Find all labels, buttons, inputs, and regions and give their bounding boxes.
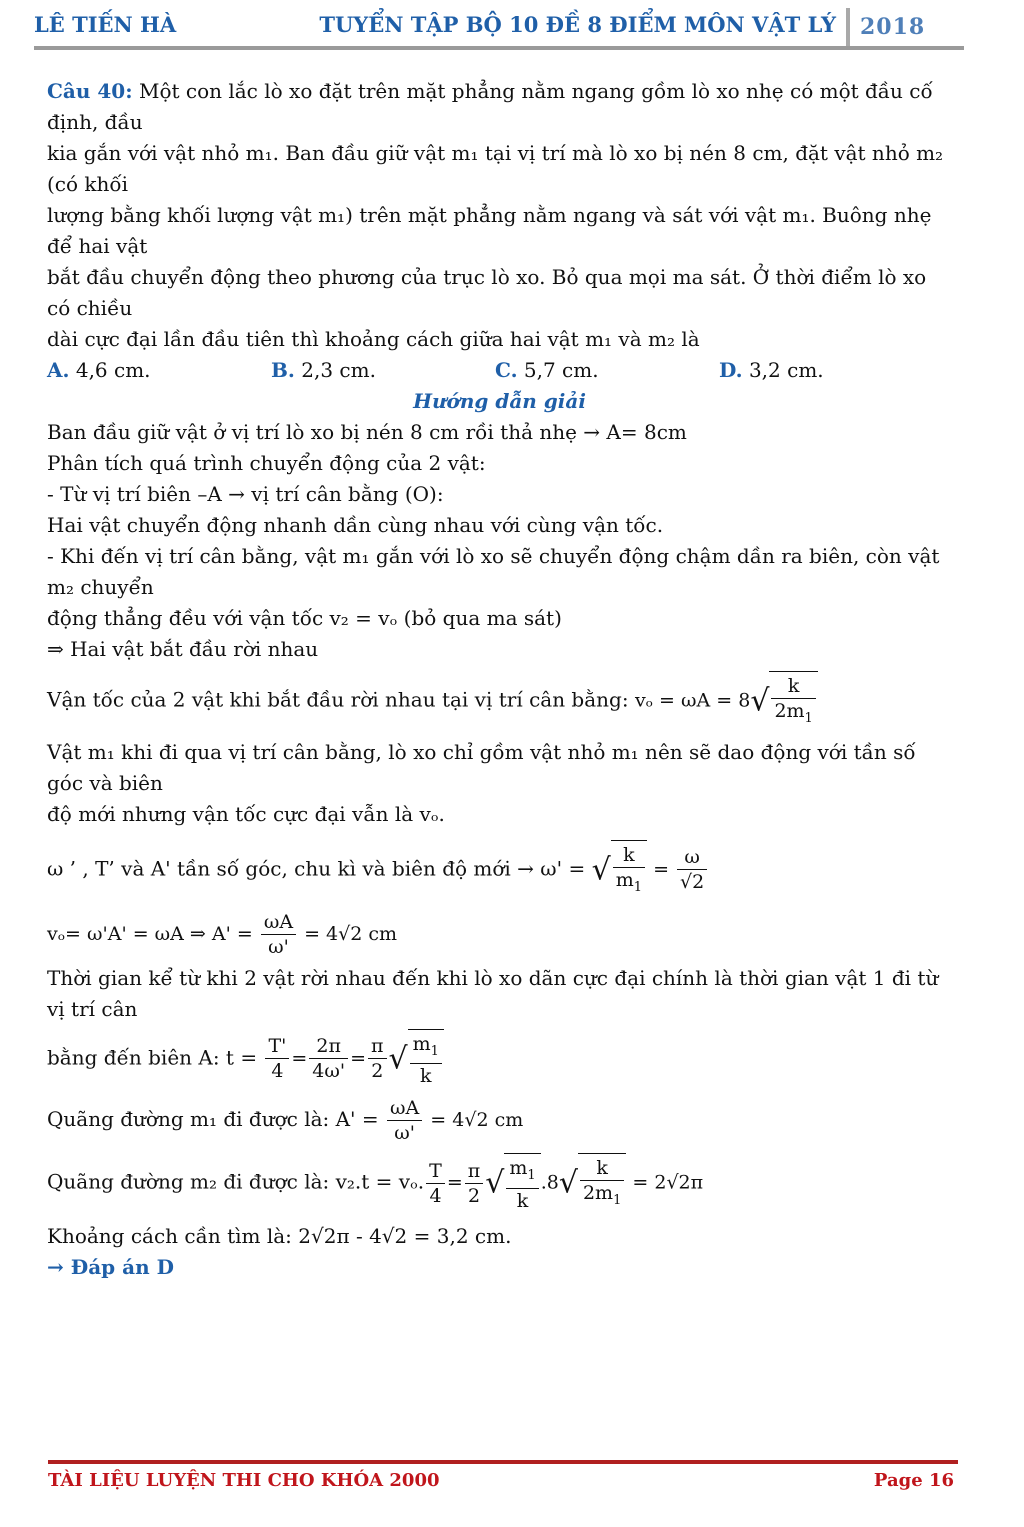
final-answer: → Đáp án D bbox=[47, 1255, 174, 1280]
header-author: LÊ TIẾN HÀ bbox=[34, 12, 177, 37]
solution-line-10: độ mới nhưng vận tốc cực đại vẫn là vₒ. bbox=[47, 801, 445, 826]
question-line-5: dài cực đại lần đầu tiên thì khoảng cách giữa hai vật m₁ và m₂ là bbox=[47, 327, 700, 351]
omega-equation: ω ’ , T’ và A' tần số góc, chu kì và biên độ mới → ω' = √ $\frac{k}{m_1}$ = $\frac{\omega}{√2}$ bbox=[47, 840, 952, 900]
distance-m2-equation: Quãng đường m₂ đi được là: v₂.t = vₒ. $\frac{T}{4}$ = $\frac{\pi}{2}$ √ $\frac{m_1}{k}$ .8√ $\frac{k}{2m_1}$ = 2√2π bbox=[47, 1153, 952, 1213]
solution-line-5: - Khi đến vị trí cân bằng, vật m₁ gắn với lò xo sẽ chuyển động chậm dần ra biên, còn vật m₂ chuyển bbox=[47, 544, 940, 599]
option-d: D. 3,2 cm. bbox=[719, 358, 824, 382]
page-header bbox=[34, 8, 964, 46]
footer-left: TÀI LIỆU LUYỆN THI CHO KHÓA 2000 bbox=[48, 1470, 440, 1491]
solution-line-4: Hai vật chuyển động nhanh dần cùng nhau với cùng vận tốc. bbox=[47, 513, 664, 537]
option-b: B. 2,3 cm. bbox=[271, 358, 376, 382]
footer-page-number: Page 16 bbox=[873, 1470, 954, 1491]
solution-line-6: động thẳng đều với vận tốc v₂ = vₒ (bỏ qua ma sát) bbox=[47, 606, 562, 630]
solution-line-9: Vật m₁ khi đi qua vị trí cân bằng, lò xo chỉ gồm vật nhỏ m₁ nên sẽ dao động với tần số góc và biên bbox=[47, 739, 916, 795]
header-rule bbox=[34, 46, 964, 50]
solution-line-1: Ban đầu giữ vật ở vị trí lò xo bị nén 8 cm rồi thả nhẹ → A= 8cm bbox=[47, 420, 687, 444]
time-equation: bằng đến biên A: t = $\frac{T'}{4}$ = $\frac{2\pi}{4\omega'}$ = $\frac{\pi}{2}$ √ $\frac{m_1}{k}$ bbox=[47, 1029, 952, 1089]
solution-line-2: Phân tích quá trình chuyển động của 2 vật: bbox=[47, 451, 486, 475]
answer-options bbox=[47, 355, 952, 386]
distance-m1-equation: Quãng đường m₁ đi được là: A' = $\frac{\omega A}{\omega'}$ = 4√2 cm bbox=[47, 1097, 524, 1145]
footer-rule bbox=[48, 1460, 958, 1464]
question-line-1: Câu 40: Một con lắc lò xo đặt trên mặt phẳng nằm ngang gồm lò xo nhẹ có một đầu cố định, đầu bbox=[47, 79, 933, 134]
option-c: C. 5,7 cm. bbox=[495, 358, 599, 382]
question-line-4: bắt đầu chuyển động theo phương của trục lò xo. Bỏ qua mọi ma sát. Ở thời điểm lò xo có chiều bbox=[47, 265, 927, 320]
question-line-3: lượng bằng khối lượng vật m₁) trên mặt phẳng nằm ngang và sát với vật m₁. Buông nhẹ để hai vật bbox=[47, 203, 932, 258]
option-a: A. 4,6 cm. bbox=[47, 358, 151, 382]
solution-line-13: Thời gian kể từ khi 2 vật rời nhau đến khi lò xo dãn cực đại chính là thời gian vật 1 đi từ vị trí cân bbox=[47, 965, 939, 1021]
solution-line-17: Khoảng cách cần tìm là: 2√2π - 4√2 = 3,2 cm. bbox=[47, 1224, 512, 1249]
solution-line-7: ⇒ Hai vật bắt đầu rời nhau bbox=[47, 637, 319, 661]
page-content bbox=[47, 76, 952, 1283]
header-title: TUYỂN TẬP BỘ 10 ĐỀ 8 ĐIỂM MÔN VẬT LÝ bbox=[319, 12, 836, 37]
question-line-2: kia gắn với vật nhỏ m₁. Ban đầu giữ vật m₁ tại vị trí mà lò xo bị nén 8 cm, đặt vật nhỏ m₂ (có khối bbox=[47, 141, 944, 196]
solution-line-3: - Từ vị trí biên –A → vị trí cân bằng (O): bbox=[47, 482, 444, 506]
question-label: Câu 40: bbox=[47, 79, 133, 103]
solution-title: Hướng dẫn giải bbox=[413, 389, 586, 413]
header-year: 2018 bbox=[860, 14, 926, 40]
header-separator bbox=[846, 8, 850, 46]
amplitude-equation: vₒ= ω'A' = ωA ⇒ A' = $\frac{\omega A}{\omega'}$ = 4√2 cm bbox=[47, 910, 398, 958]
velocity-equation: Vận tốc của 2 vật khi bắt đầu rời nhau tại vị trí cân bằng: vₒ = ωA = 8√ $\frac{k}{2m_1}$ bbox=[47, 671, 952, 731]
